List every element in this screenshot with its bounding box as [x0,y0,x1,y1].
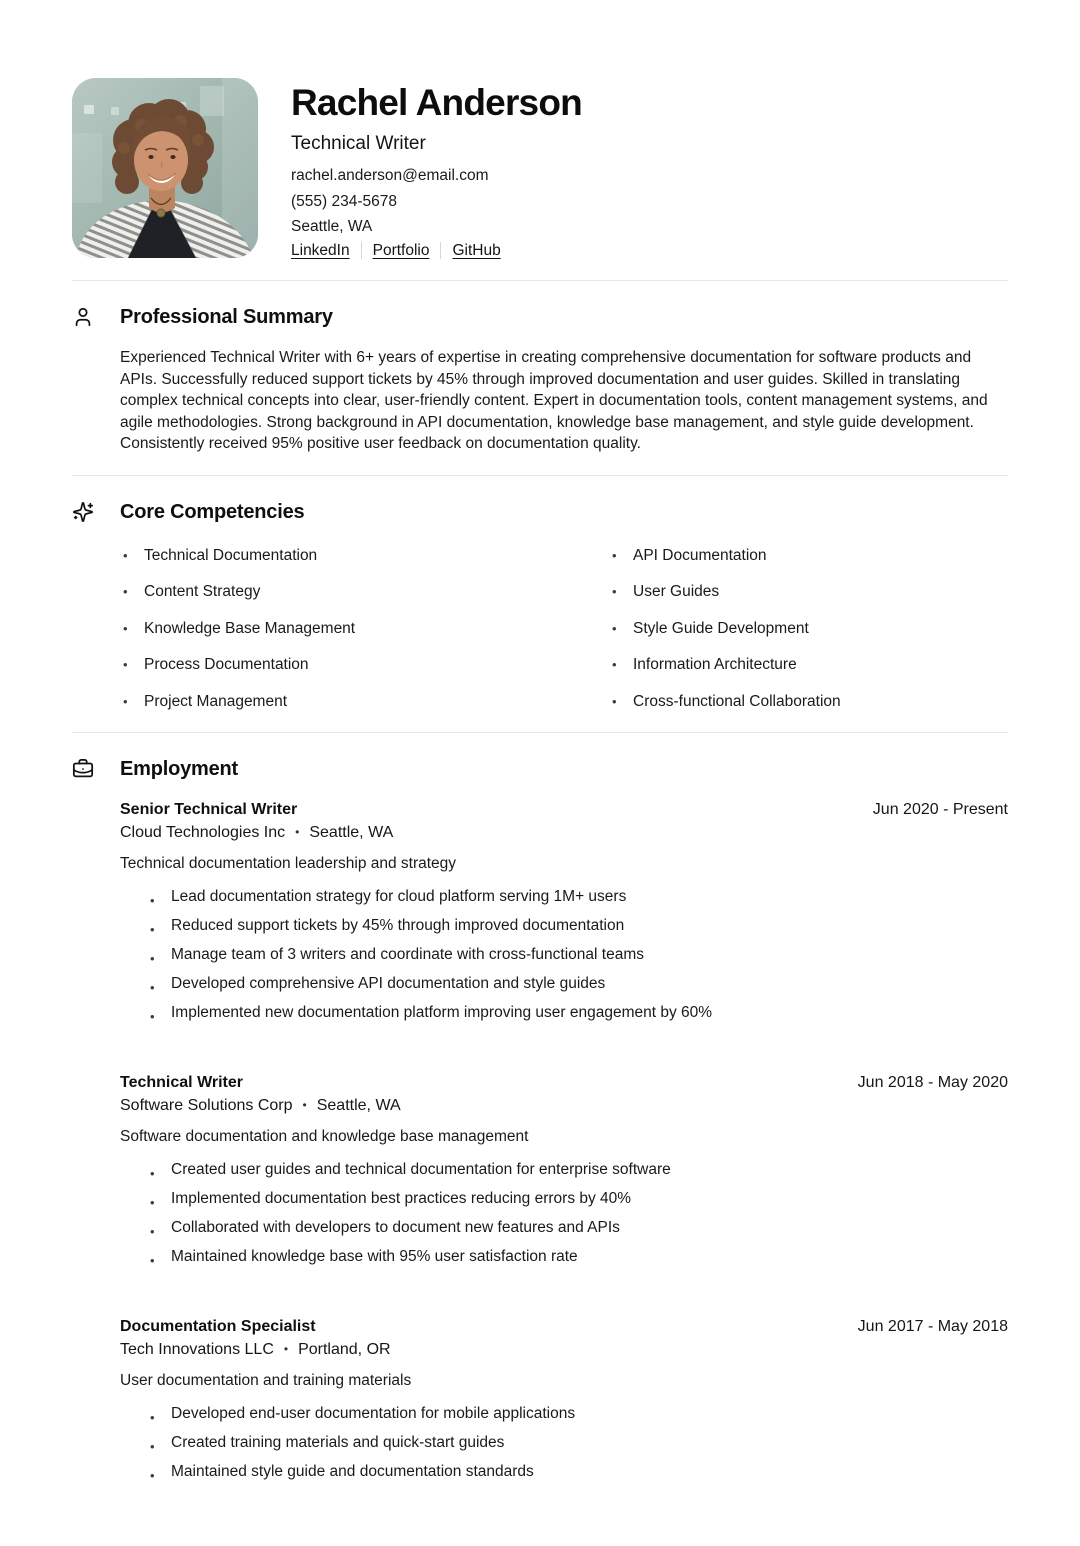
job-company: Tech Innovations LLC [120,1340,274,1358]
github-link[interactable]: GitHub [452,241,501,259]
dot-separator: • [283,1341,289,1356]
header-info [291,78,582,260]
contact-block [291,163,582,240]
job-company-line [120,1094,401,1117]
job-title: Documentation Specialist [120,1317,316,1335]
job-highlights [147,1155,1008,1271]
competency-item: • Project Management [120,691,609,712]
competencies-left-column [120,545,609,712]
competency-item: • API Documentation [609,545,1008,566]
job-highlight-item: • Created user guides and technical documentation for enterprise software [147,1155,1008,1184]
competency-item: • Technical Documentation [120,545,609,566]
competencies-grid [120,545,1008,712]
summary-section-body [120,347,1008,455]
resume-header [72,78,1008,260]
job-head [120,798,1008,844]
contact-email: rachel.anderson@email.com [291,167,489,185]
competency-item: • Information Architecture [609,654,1008,675]
job-description: Software documentation and knowledge base management [120,1127,529,1145]
competency-item: • Style Guide Development [609,618,1008,639]
job-head-left [120,798,393,844]
competencies-right-column [609,545,1008,712]
competency-item: • Cross-functional Collaboration [609,691,1008,712]
section-divider [72,732,1008,733]
job-company-line [120,1338,391,1361]
competencies-section-body [120,545,1008,712]
job-highlight-item: • Manage team of 3 writers and coordinate with cross-functional teams [147,940,1008,969]
job-dates: Jun 2017 - May 2018 [857,1317,1008,1335]
job-highlight-item: • Developed comprehensive API documentation and style guides [147,969,1008,998]
job-highlight-item: • Lead documentation strategy for cloud platform serving 1M+ users [147,882,1008,911]
dot-separator: • [295,824,300,839]
job-entry [120,1071,1008,1271]
briefcase-icon [72,758,94,780]
job-head [120,1315,1008,1361]
summary-section-header [72,306,1008,329]
job-location: Seattle, WA [316,1096,401,1114]
link-separator [361,242,362,259]
job-location: Portland, OR [298,1340,391,1358]
job-description: User documentation and training materials [120,1371,412,1389]
competency-item: • User Guides [609,581,1008,602]
user-icon [72,306,94,328]
profile-photo [72,78,258,258]
candidate-name: Rachel Anderson [291,82,582,123]
job-highlight-item: • Developed end-user documentation for mobile applications [147,1399,1008,1428]
job-highlight-item: • Created training materials and quick-start guides [147,1428,1008,1457]
job-highlights [147,882,1008,1027]
job-company: Cloud Technologies Inc [120,823,286,841]
section-divider [72,280,1008,281]
job-company-line [120,821,393,844]
section-employment [72,758,1008,1486]
job-title: Technical Writer [120,1073,243,1091]
competency-item: • Content Strategy [120,581,609,602]
candidate-title: Technical Writer [291,133,426,155]
employment-section-body [120,798,1008,1486]
job-location: Seattle, WA [309,823,394,841]
job-company: Software Solutions Corp [120,1096,293,1114]
job-highlight-item: • Implemented documentation best practices reducing errors by 40% [147,1184,1008,1213]
competencies-section-header [72,501,1008,524]
job-head-left [120,1315,391,1361]
job-dates: Jun 2018 - May 2020 [857,1073,1008,1091]
job-highlights [147,1399,1008,1486]
job-description: Technical documentation leadership and strategy [120,854,457,872]
dot-separator: • [302,1097,307,1112]
job-head-left [120,1071,401,1117]
link-separator [440,242,441,259]
profile-photo-illustration [72,78,258,258]
job-entry [120,798,1008,1027]
linkedin-link[interactable]: LinkedIn [291,241,350,259]
job-head [120,1071,1008,1117]
job-highlight-item: • Collaborated with developers to document new features and APIs [147,1213,1008,1242]
summary-text: Experienced Technical Writer with 6+ years of expertise in creating comprehensive documentation for software products and APIs. Successfully reduced support tickets by 45% through improved documentation and user guides. Skilled in translating complex technical concepts into clear, user-friendly content. Expert in documentation tools, content management systems, and agile methodologies. Strong background in API documentation, knowledge base management, and style guide development. Consistently received 95% positive user feedback on documentation quality. [120,348,988,453]
section-core-competencies [72,501,1008,712]
section-divider [72,475,1008,476]
job-highlight-item: • Reduced support tickets by 45% through improved documentation [147,911,1008,940]
job-dates: Jun 2020 - Present [872,800,1008,818]
jobs-list [120,798,1008,1486]
portfolio-link[interactable]: Portfolio [372,241,430,259]
job-entry [120,1315,1008,1486]
employment-section-title: Employment [120,757,239,780]
sparkles-icon [72,501,94,523]
job-highlight-item: • Implemented new documentation platform improving user engagement by 60% [147,998,1008,1027]
section-professional-summary [72,306,1008,455]
contact-phone: (555) 234-5678 [291,192,397,210]
contact-location: Seattle, WA [291,218,373,236]
job-highlight-item: • Maintained style guide and documentation standards [147,1457,1008,1486]
competencies-section-title: Core Competencies [120,500,305,523]
summary-section-title: Professional Summary [120,305,333,328]
competency-item: • Knowledge Base Management [120,618,609,639]
competency-item: • Process Documentation [120,654,609,675]
job-highlight-item: • Maintained knowledge base with 95% user satisfaction rate [147,1242,1008,1271]
job-title: Senior Technical Writer [120,800,298,818]
employment-section-header [72,758,1008,781]
links-row [291,242,582,260]
